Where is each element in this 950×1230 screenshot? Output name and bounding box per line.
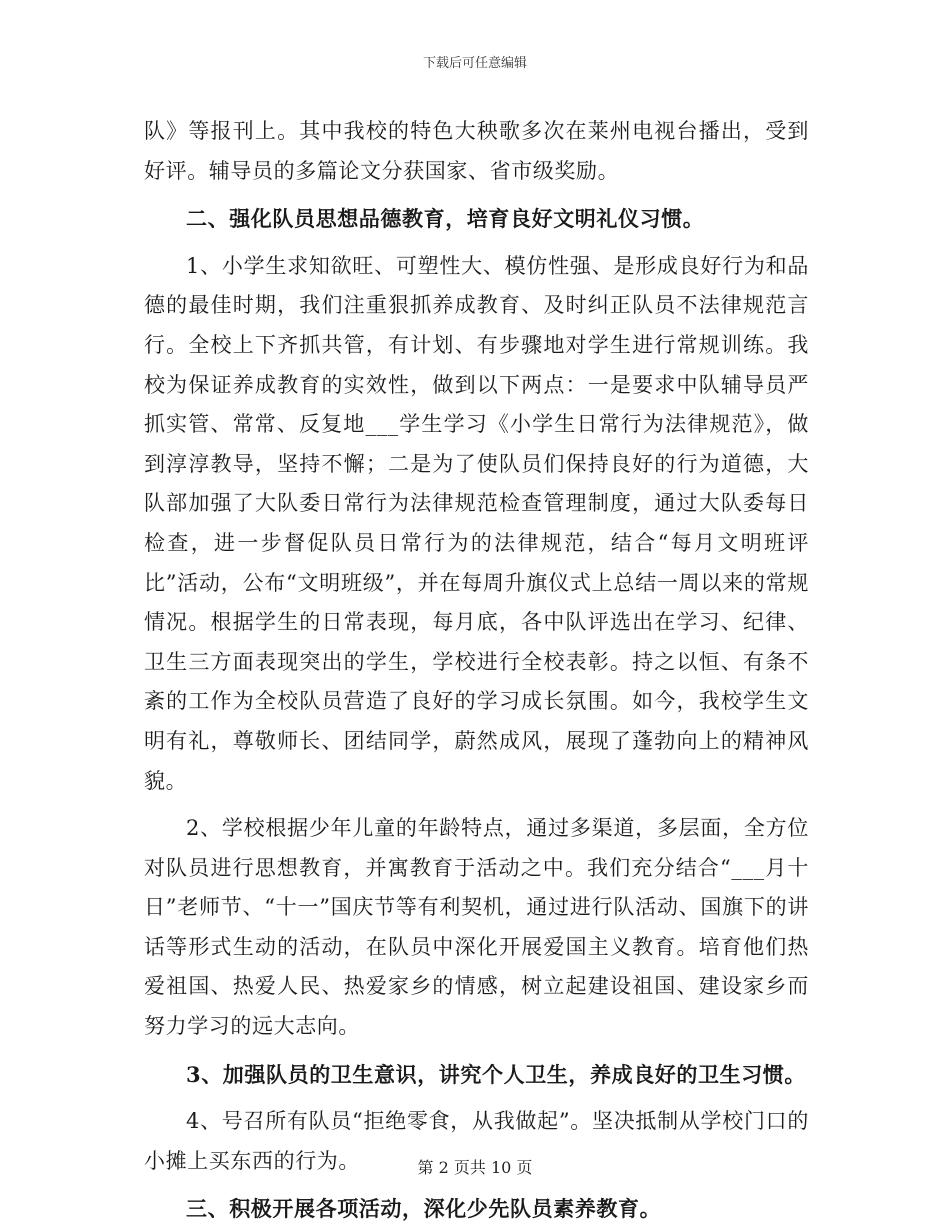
section-heading: 二、强化队员思想品德教育，培育良好文明礼仪习惯。: [186, 206, 705, 232]
document-body: [144, 112, 809, 1229]
section-heading: 三、积极开展各项活动，深化少先队员素养教育。: [186, 1196, 662, 1222]
paragraph: 1、小学生求知欲旺、可塑性大、模仿性强、是形成良好行为和品德的最佳时期，我们注重狠抓养成教育、及时纠正队员不法律规范言行。全校上下齐抓共管，有计划、有步骤地对学生进行常规训练。我校为保证养成教育的实效性，做到以下两点：一是要求中队辅导员严抓实管、常常、反复地___学生学习《小学生日常行为法律规范》，做到淳淳教导，坚持不懈；二是为了使队员们保持良好的行为道德，大队部加强了大队委日常行为法律规范检查管理制度，通过大队委每日检查，进一步督促队员日常行为的法律规范，结合“每月文明班评比”活动，公布“文明班级”，并在每周升旗仪式上总结一周以来的常规情况。根据学生的日常表现，每月底，各中队评选出在学习、纪律、卫生三方面表现突出的学生，学校进行全校表彰。持之以恒、有条不紊的工作为全校队员营造了良好的学习成长氛围。如今，我校学生文明有礼，尊敬师长、团结同学，蔚然成风，展现了蓬勃向上的精神风貌。: [144, 253, 809, 793]
section-heading: 3、加强队员的卫生意识，讲究个人卫生，养成良好的卫生习惯。: [186, 1061, 807, 1087]
paragraph: 2、学校根据少年儿童的年龄特点，通过多渠道，多层面，全方位对队员进行思想教育，并寓教育于活动之中。我们充分结合“___月十日”老师节、“十一”国庆节等有利契机，通过进行队活动、国旗下的讲话等形式生动的活动，在队员中深化开展爱国主义教育。培育他们热爱祖国、热爱人民、热爱家乡的情感，树立起建设祖国、建设家乡而努力学习的远大志向。: [144, 816, 809, 1039]
paragraph: 队》等报刊上。其中我校的特色大秧歌多次在莱州电视台播出，受到好评。辅导员的多篇论文分获国家、省市级奖励。: [144, 119, 809, 183]
paragraph: 4、号召所有队员“拒绝零食，从我做起”。坚决抵制从学校门口的小摊上买东西的行为。: [144, 1109, 809, 1173]
page-header: 下载后可任意编辑: [422, 56, 527, 71]
page-footer: 第 2 页共 10 页: [417, 1158, 533, 1177]
